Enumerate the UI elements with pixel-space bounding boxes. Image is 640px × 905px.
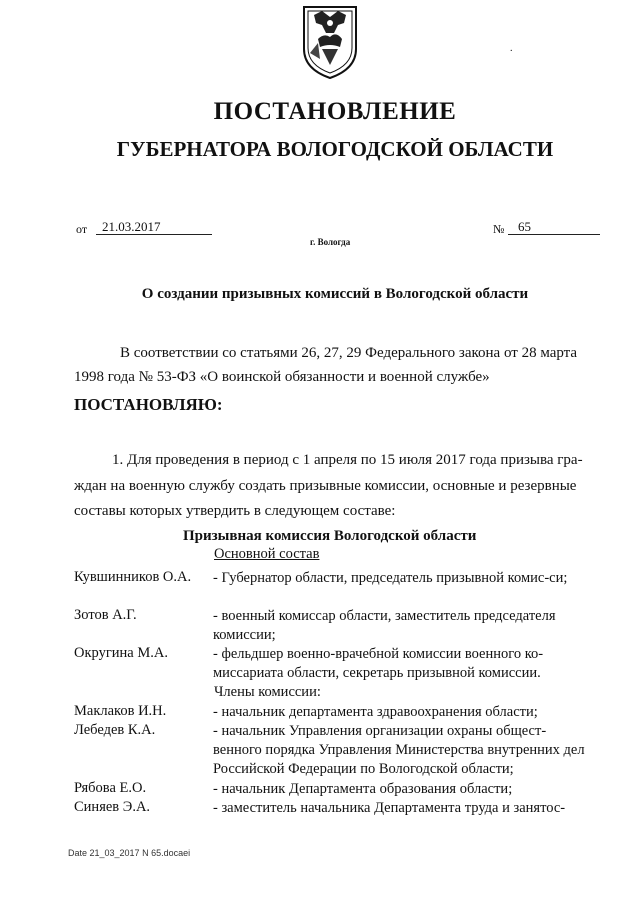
stray-mark: . [510, 43, 513, 54]
main-composition-heading: Основной состав [214, 546, 320, 562]
clause-1-line-1: 1. Для проведения в период с 1 апреля по 15 июля 2017 года призыва гра- [112, 452, 583, 468]
commission-title: Призывная комиссия Вологодской области [183, 528, 477, 544]
member-name: Синяев Э.А. [74, 799, 151, 815]
member-name: Лебедев К.А. [74, 722, 156, 738]
preamble-line-2: 1998 года № 53-ФЗ «О воинской обязанности и военной службе» [74, 369, 490, 385]
number-prefix: № [493, 222, 505, 236]
member-name: Округина М.А. [74, 645, 168, 661]
clause-1-line-2: ждан на военную службу создать призывные комиссии, основные и резервные [74, 478, 577, 494]
date-prefix: от [76, 222, 88, 236]
member-role: - военный комиссар области, заместитель председателя комиссии; [213, 608, 556, 643]
city-label: г. Вологда [310, 237, 351, 247]
decree-word: ПОСТАНОВЛЯЮ: [74, 395, 223, 414]
member-role: - начальник Департамента образования области; [213, 781, 513, 797]
date-value: 21.03.2017 [96, 220, 212, 235]
document-footer: Date 21_03_2017 N 65.docaei [68, 848, 191, 858]
number-value: 65 [508, 220, 600, 235]
member-role: - начальник департамента здравоохранения области; [213, 704, 538, 720]
member-name: Маклаков И.Н. [74, 703, 167, 719]
clause-1-line-3: составы которых утвердить в следующем составе: [74, 503, 396, 519]
member-role: - Губернатор области, председатель призывной комис-си; [213, 570, 568, 586]
members-heading: Члены комиссии: [214, 684, 321, 700]
document-subtitle: ГУБЕРНАТОРА ВОЛОГОДСКОЙ ОБЛАСТИ [116, 137, 554, 161]
member-role: - фельдшер военно-врачебной комиссии военного ко-миссариата области, секретарь призывной комиссии. [213, 646, 544, 681]
preamble-line-1: В соответствии со статьями 26, 27, 29 Федерального закона от 28 марта [120, 345, 578, 361]
member-name: Рябова Е.О. [74, 780, 147, 796]
document-subject: О создании призывных комиссий в Вологодской области [141, 286, 529, 302]
member-name: Зотов А.Г. [74, 607, 137, 623]
document-title: ПОСТАНОВЛЕНИЕ [213, 98, 457, 125]
member-role: - заместитель начальника Департамента труда и занятос- [213, 800, 566, 816]
member-role: - начальник Управления организации охраны общест-венного порядка Управления Министерства внутренних дел Российской Федерации по Вологодской области; [213, 723, 585, 777]
member-name: Кувшинников О.А. [74, 569, 192, 585]
coat-of-arms-emblem [300, 3, 360, 81]
